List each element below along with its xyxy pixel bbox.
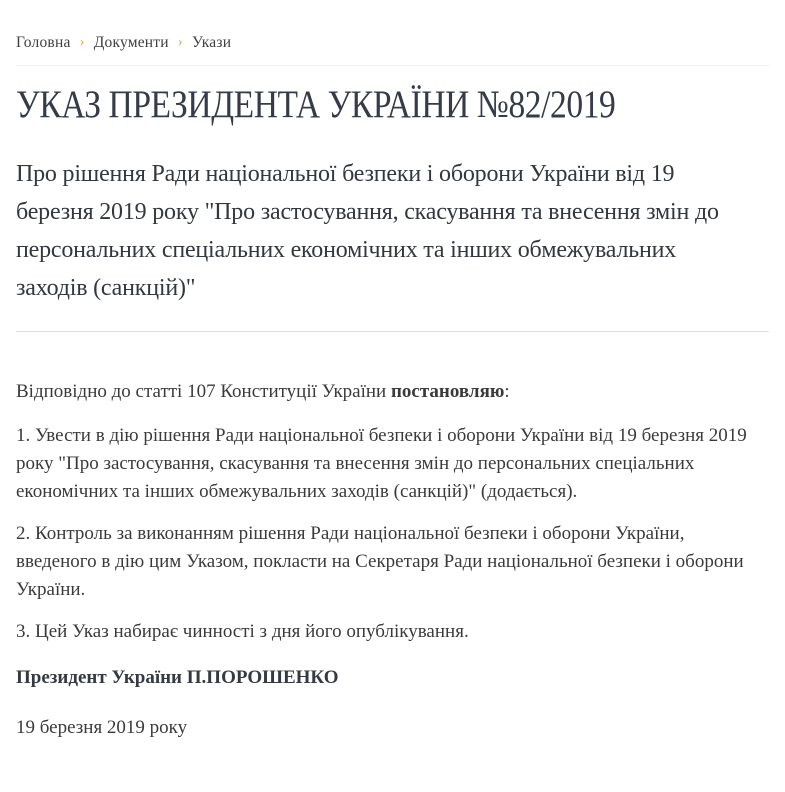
chevron-right-icon: › [79,33,85,50]
decree-paragraph-3: 3. Цей Указ набирає чинності з дня його опублікування. [16,620,469,642]
breadcrumb-item-documents[interactable]: Документи [93,34,169,51]
decree-paragraph-1: 1. Увести в дію рішення Ради національної безпеки і оборони України від 19 березня 2019 року "Про застосування, скасування та внесення змін до персональних спеціальних економічних та інших обмежувальних заходів (санкцій)" (додається). [16,424,747,502]
breadcrumb-item-home[interactable]: Головна [16,34,71,51]
breadcrumb-item-decrees[interactable]: Укази [191,34,232,51]
intro-bold-word: постановляю [390,380,505,402]
article-subtitle: Про рішення Ради національної безпеки і оборони України від 19 березня 2019 року "Про застосування, скасування та внесення змін до персональних спеціальних економічних та інших обмежувальних заходів (санкцій)" [16,160,719,301]
page-title: УКАЗ ПРЕЗИДЕНТА УКРАЇНИ №82/2019 [16,83,616,126]
intro-paragraph [16,378,764,406]
title-wrapper [16,83,769,128]
document-body [16,378,764,742]
decree-paragraph-2: 2. Контроль за виконанням рішення Ради національної безпеки і оборони України, введеного в дію цим Указом, покласти на Секретаря Ради національної безпеки і оборони України. [16,522,744,600]
signature-line: Президент України П.ПОРОШЕНКО [16,666,339,688]
intro-text: Відповідно до статті 107 Конституції України [16,380,391,402]
decree-date: 19 березня 2019 року [16,716,188,738]
breadcrumb [16,34,769,52]
intro-colon: : [504,380,510,402]
chevron-right-icon: › [177,33,183,50]
section-divider [16,331,769,332]
breadcrumb-divider [16,65,769,66]
